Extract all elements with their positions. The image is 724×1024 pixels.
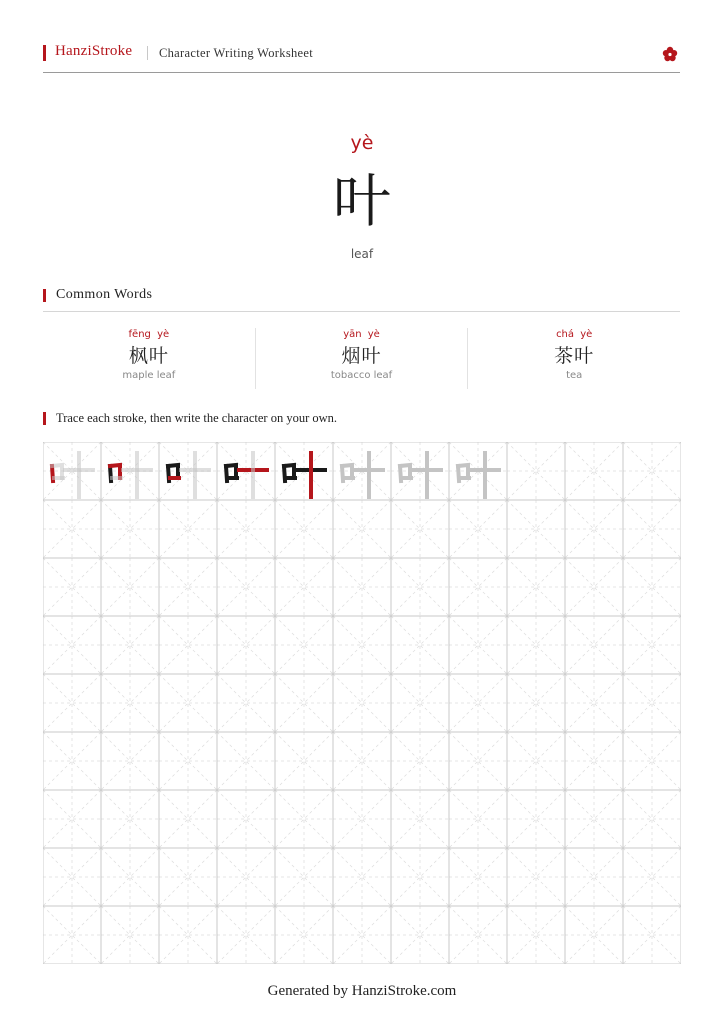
- common-words-heading: Common Words: [56, 287, 153, 302]
- header-divider: [43, 72, 680, 73]
- word-hanzi: 烟叶: [341, 345, 382, 367]
- word-pinyin: yān yè: [343, 329, 380, 340]
- practice-cell[interactable]: [43, 732, 101, 790]
- practice-cell[interactable]: [623, 616, 681, 674]
- section-accent-bar: [43, 289, 46, 302]
- practice-cell[interactable]: [101, 906, 159, 964]
- practice-cell[interactable]: [449, 732, 507, 790]
- practice-cell[interactable]: [217, 790, 275, 848]
- practice-cell[interactable]: [391, 674, 449, 732]
- practice-cell[interactable]: [507, 790, 565, 848]
- practice-cell[interactable]: [275, 500, 333, 558]
- practice-cell[interactable]: [217, 848, 275, 906]
- practice-cell[interactable]: [159, 906, 217, 964]
- practice-cell[interactable]: [507, 906, 565, 964]
- practice-cell[interactable]: [623, 500, 681, 558]
- practice-cell[interactable]: [565, 848, 623, 906]
- word-meaning: maple leaf: [122, 370, 176, 381]
- practice-cell[interactable]: [275, 674, 333, 732]
- word-hanzi: 茶叶: [554, 345, 595, 367]
- plum-blossom-icon: [662, 46, 678, 62]
- practice-cell[interactable]: [333, 500, 391, 558]
- practice-cell[interactable]: [565, 500, 623, 558]
- practice-cell[interactable]: [217, 906, 275, 964]
- practice-cell[interactable]: [217, 558, 275, 616]
- practice-cell[interactable]: [623, 558, 681, 616]
- practice-cell[interactable]: [275, 558, 333, 616]
- practice-cell[interactable]: [159, 790, 217, 848]
- word-hanzi: 枫叶: [128, 345, 169, 367]
- practice-cell[interactable]: [565, 906, 623, 964]
- practice-cell[interactable]: [43, 790, 101, 848]
- practice-cell[interactable]: [159, 616, 217, 674]
- practice-cell[interactable]: [507, 616, 565, 674]
- practice-cell[interactable]: [623, 674, 681, 732]
- practice-cell[interactable]: [623, 906, 681, 964]
- header-accent-bar: [43, 45, 46, 61]
- practice-cell[interactable]: [391, 558, 449, 616]
- practice-cell[interactable]: [159, 674, 217, 732]
- footer-credit: Generated by HanziStroke.com: [267, 983, 457, 999]
- practice-cell[interactable]: [333, 674, 391, 732]
- practice-cell[interactable]: [449, 674, 507, 732]
- practice-cell[interactable]: [391, 616, 449, 674]
- practice-cell[interactable]: [507, 848, 565, 906]
- practice-cell[interactable]: [333, 732, 391, 790]
- character-meaning: leaf: [350, 247, 374, 261]
- practice-cell[interactable]: [507, 674, 565, 732]
- practice-cell[interactable]: [159, 732, 217, 790]
- practice-grid[interactable]: [43, 442, 681, 964]
- practice-cell[interactable]: [101, 732, 159, 790]
- practice-cell[interactable]: [623, 848, 681, 906]
- practice-cell[interactable]: [507, 732, 565, 790]
- practice-cell[interactable]: [275, 616, 333, 674]
- practice-cell[interactable]: [275, 848, 333, 906]
- practice-cell[interactable]: [101, 558, 159, 616]
- practice-cell[interactable]: [507, 442, 565, 500]
- practice-cell[interactable]: [449, 500, 507, 558]
- practice-cell[interactable]: [275, 732, 333, 790]
- practice-cell[interactable]: [43, 848, 101, 906]
- practice-cell[interactable]: [391, 790, 449, 848]
- practice-cell[interactable]: [159, 848, 217, 906]
- practice-cell[interactable]: [101, 790, 159, 848]
- word-card: [255, 328, 468, 389]
- word-card: [43, 328, 255, 389]
- worksheet-subtitle: Character Writing Worksheet: [159, 46, 313, 60]
- practice-cell[interactable]: [449, 558, 507, 616]
- practice-cell[interactable]: [565, 442, 623, 500]
- practice-cell[interactable]: [333, 848, 391, 906]
- practice-cell[interactable]: [449, 848, 507, 906]
- practice-cell[interactable]: [101, 500, 159, 558]
- practice-cell[interactable]: [43, 558, 101, 616]
- practice-cell[interactable]: [333, 906, 391, 964]
- practice-instruction: Trace each stroke, then write the character on your own.: [56, 411, 338, 425]
- practice-cell[interactable]: [565, 674, 623, 732]
- practice-cell[interactable]: [101, 616, 159, 674]
- practice-cell[interactable]: [623, 732, 681, 790]
- practice-cell[interactable]: [217, 674, 275, 732]
- practice-cell[interactable]: [159, 558, 217, 616]
- practice-cell[interactable]: [449, 616, 507, 674]
- common-words-divider: [43, 311, 680, 312]
- practice-cell[interactable]: [43, 616, 101, 674]
- brand-name[interactable]: HanziStroke: [55, 43, 133, 59]
- practice-cell[interactable]: [623, 790, 681, 848]
- practice-cell[interactable]: [623, 442, 681, 500]
- practice-cell[interactable]: [217, 732, 275, 790]
- practice-cell[interactable]: [217, 500, 275, 558]
- practice-cell[interactable]: [333, 790, 391, 848]
- practice-cell[interactable]: [507, 500, 565, 558]
- practice-cell[interactable]: [159, 500, 217, 558]
- practice-cell[interactable]: [449, 790, 507, 848]
- practice-cell[interactable]: [101, 848, 159, 906]
- practice-cell[interactable]: [565, 616, 623, 674]
- word-meaning: tobacco leaf: [330, 370, 393, 381]
- practice-cell[interactable]: [391, 500, 449, 558]
- main-character: 叶: [332, 167, 391, 235]
- practice-cell[interactable]: [391, 732, 449, 790]
- practice-cell[interactable]: [43, 500, 101, 558]
- practice-cell[interactable]: [43, 674, 101, 732]
- practice-cell[interactable]: [391, 848, 449, 906]
- worksheet-header: [43, 42, 680, 66]
- practice-cell[interactable]: [449, 906, 507, 964]
- practice-cell[interactable]: [333, 616, 391, 674]
- practice-cell[interactable]: [275, 790, 333, 848]
- practice-cell[interactable]: [565, 558, 623, 616]
- word-pinyin: fēng yè: [128, 329, 170, 340]
- word-pinyin: chá yè: [556, 329, 593, 340]
- character-pinyin: yè: [350, 132, 374, 154]
- practice-cell[interactable]: [101, 674, 159, 732]
- practice-cell[interactable]: [275, 906, 333, 964]
- practice-cell[interactable]: [217, 616, 275, 674]
- practice-cell[interactable]: [391, 906, 449, 964]
- practice-cell[interactable]: [507, 558, 565, 616]
- word-meaning: tea: [566, 370, 583, 381]
- practice-cell[interactable]: [43, 906, 101, 964]
- common-words-list: [43, 328, 680, 389]
- practice-cell[interactable]: [333, 558, 391, 616]
- word-card: [467, 328, 680, 389]
- section-accent-bar: [43, 412, 46, 425]
- practice-cell[interactable]: [565, 790, 623, 848]
- header-separator: [147, 46, 148, 60]
- practice-cell[interactable]: [565, 732, 623, 790]
